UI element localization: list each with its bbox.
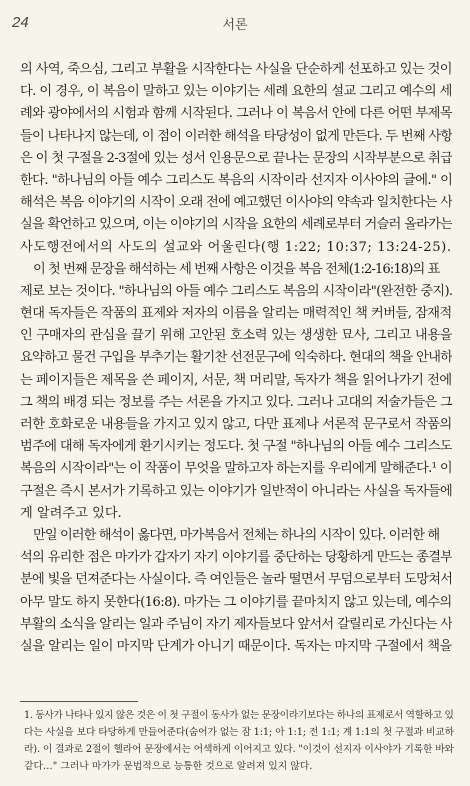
- footnote-line: 라). 이 결과로 2절이 헬라어 문장에서는 어색하게 이어지고 있다. "이것이 선지자 이사야가 기록한 바와: [24, 744, 454, 755]
- page-header: [0, 10, 470, 40]
- text-line: 만일 이러한 해석이 옳다면, 마가복음서 전체는 하나의 시작이 있다. 이러한 해: [33, 527, 440, 543]
- text-line: 례와 광야에서의 시험과 함께 시작된다. 그러나 이 복음서 안에 다른 어떤 부제목: [20, 106, 452, 122]
- text-line: 구절은 즉시 본서가 기록하고 있는 이야기가 일반적이 아니라는 사실을 독자들에: [20, 483, 452, 499]
- footnote-line: 다는 사실을 보다 타당하게 만들어준다(숨어가 없는 잠 1:1; 아 1:1; 전 1:1; 계 1:1의 첫 구절과 비교하: [24, 727, 454, 738]
- text-line: 사도행전에서의 사도의 설교와 어울린다(행 1:22; 10:37; 13:24-25).: [20, 239, 452, 255]
- text-line: 한다. "하나님의 아들 예수 그리스도 복음의 시작이라 선지자 이사야의 글에." 이: [20, 172, 452, 188]
- text-line: 복음의 시작이라"는 이 작품이 무엇을 말하고자 하는지를 우리에게 말해준다.¹ 이: [20, 461, 452, 477]
- text-line: 부활의 소식을 알리는 일과 주님이 자기 제자들보다 앞서서 갈릴리로 가신다는 사: [20, 616, 452, 632]
- text-line: 는 페이지들은 제목을 쓴 페이지, 서문, 책 머리말, 독자가 책을 읽어나가기 전에: [20, 372, 452, 388]
- page-number: 24: [12, 14, 29, 31]
- text-line: 이 첫 번째 문장을 해석하는 세 번째 사항은 이것을 복음 전체(1:2-16:18)의 표: [33, 261, 440, 277]
- text-line: 해석은 복음 이야기의 시작이 오래 전에 예고했던 이사야의 약속과 일치한다는 사: [20, 195, 452, 211]
- text-line: 실을 알리는 일이 마지막 단계가 아니기 때문이다. 독자는 마지막 구절에서 책을: [20, 638, 452, 654]
- text-line: 범주에 대해 독자에게 환기시키는 정도다. 첫 구절 "하나님의 아들 예수 그리스도: [20, 439, 452, 455]
- text-line: 아무 말도 하지 못한다(16:8). 마가는 그 이야기를 끝마치지 않고 있는데, 예수의: [20, 594, 452, 610]
- text-line: 러한 호화로운 내용들을 가지고 있지 않고, 다만 표제나 서론적 문구로서 작품의: [20, 417, 452, 432]
- text-line: 그 책의 배경 되는 정보를 주는 서론을 가지고 있다. 그러나 고대의 저술가들은 그: [20, 394, 452, 410]
- running-title: 서론: [222, 18, 248, 33]
- text-line: 석의 유리한 점은 마가가 갑자기 자기 이야기를 중단하는 당황하게 만드는 종결부: [20, 550, 452, 566]
- text-line: 현대 독자들은 작품의 표제와 저자의 이름을 알리는 매력적인 책 커버들, 잠재적: [20, 306, 452, 322]
- footnote-divider: [20, 701, 138, 702]
- footnote-line: 1. 동사가 나타나 있지 않은 것은 이 첫 구절이 동사가 없는 문장이라기보다는 하나의 표제로서 역할하고 있: [24, 710, 454, 721]
- text-line: 의 사역, 죽으심, 그리고 부활을 시작한다는 사실을 단순하게 선포하고 있는 것이: [20, 62, 452, 77]
- body-text: [20, 59, 452, 658]
- text-line: 들이 나타나지 않는데, 이 점이 이러한 해석을 타당성이 없게 만든다. 두 번째 사항: [20, 128, 452, 144]
- text-line: 인 구매자의 관심을 끌기 위해 고안된 호소력 있는 생생한 묘사, 그리고 내용을: [20, 328, 452, 344]
- text-line: 제로 보는 것이다. "하나님의 아들 예수 그리스도 복음의 시작이라"(완전한 중지).: [20, 283, 452, 299]
- text-line: 실을 확언하고 있으며, 이는 이야기의 시작을 요한의 세례로부터 거슬러 올라가는: [20, 217, 452, 233]
- footnote: [24, 707, 454, 775]
- footnote-line: 같다…" 그러나 마가가 문법적으로 능통한 것으로 알려져 있지 않다.: [24, 761, 313, 772]
- text-line: 게 알려주고 있다.: [20, 505, 122, 521]
- text-line: 분에 빛을 던져준다는 사실이다. 즉 여인들은 놀라 떨면서 무덤으로부터 도망쳐서: [20, 572, 452, 588]
- text-line: 은 이 첫 구절을 2-3절에 있는 성서 인용문으로 끝나는 문장의 시작부분으로 취급: [20, 150, 452, 166]
- text-line: 다. 이 경우, 이 복음이 말하고 있는 이야기는 세례 요한의 설교 그리고 예수의 세: [20, 84, 452, 100]
- text-line: 요약하고 물건 구입을 부추기는 활기찬 선전문구에 익숙하다. 현대의 책을 안내하: [20, 350, 452, 366]
